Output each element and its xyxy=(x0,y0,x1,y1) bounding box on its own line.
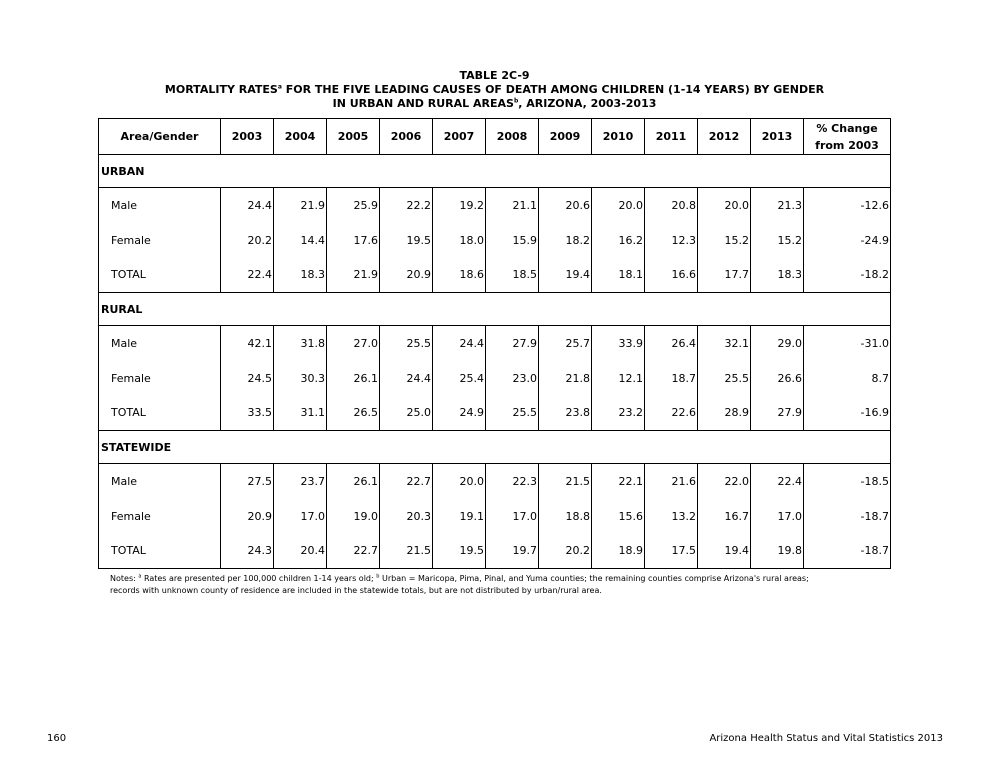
table-row xyxy=(99,223,891,258)
rate-cell: 25.0 xyxy=(380,396,433,431)
rate-cell: 18.0 xyxy=(433,223,486,258)
table-title-line-1: MORTALITY RATES$^a$ FOR THE FIVE LEADING CAUSES OF DEATH AMONG CHILDREN (1-14 YEARS) BY GENDER xyxy=(164,83,825,96)
table-row xyxy=(99,361,891,396)
rate-cell: 14.4 xyxy=(274,223,327,258)
header-year-2011: 2011 xyxy=(645,119,698,155)
rate-cell: 20.2 xyxy=(221,223,274,258)
rate-cell: 19.7 xyxy=(486,534,539,569)
notes-line-2: records with unknown county of residence are included in the statewide totals, but are not distributed by urban/rural area. xyxy=(110,586,602,595)
rate-cell: 22.3 xyxy=(486,464,539,499)
rate-cell: 28.9 xyxy=(698,396,751,431)
rate-cell: 15.9 xyxy=(486,223,539,258)
rate-cell: 24.5 xyxy=(221,361,274,396)
table-row xyxy=(99,464,891,499)
publication-title: Arizona Health Status and Vital Statistics 2013 xyxy=(709,733,943,744)
rate-cell: 13.2 xyxy=(645,499,698,534)
table-body xyxy=(99,155,891,569)
row-label: TOTAL xyxy=(99,534,221,569)
table-row xyxy=(99,188,891,223)
rate-cell: 33.9 xyxy=(592,326,645,361)
rate-cell: 26.5 xyxy=(327,396,380,431)
rate-cell: 27.5 xyxy=(221,464,274,499)
header-year-2010: 2010 xyxy=(592,119,645,155)
rate-cell: 17.0 xyxy=(751,499,804,534)
row-label: Male xyxy=(99,464,221,499)
mortality-rates-table xyxy=(98,118,891,569)
percent-change-cell: -12.6 xyxy=(804,188,891,223)
rate-cell: 25.9 xyxy=(327,188,380,223)
header-year-2008: 2008 xyxy=(486,119,539,155)
header-percent-change-line-2: from 2003 xyxy=(815,138,879,152)
rate-cell: 32.1 xyxy=(698,326,751,361)
rate-cell: 18.9 xyxy=(592,534,645,569)
rate-cell: 21.5 xyxy=(539,464,592,499)
rate-cell: 17.5 xyxy=(645,534,698,569)
rate-cell: 27.0 xyxy=(327,326,380,361)
rate-cell: 23.0 xyxy=(486,361,539,396)
table-row xyxy=(99,396,891,431)
header-year-2004: 2004 xyxy=(274,119,327,155)
header-row xyxy=(99,119,891,155)
header-area-gender: Area/Gender xyxy=(99,119,221,155)
rate-cell: 22.4 xyxy=(221,258,274,293)
header-percent-change-line-1: % Change xyxy=(816,121,878,135)
section-heading: RURAL xyxy=(99,293,891,326)
rate-cell: 22.7 xyxy=(327,534,380,569)
header-percent-change xyxy=(804,119,891,155)
row-label: Female xyxy=(99,223,221,258)
rate-cell: 26.4 xyxy=(645,326,698,361)
percent-change-cell: -24.9 xyxy=(804,223,891,258)
header-year-2005: 2005 xyxy=(327,119,380,155)
section-heading: URBAN xyxy=(99,155,891,188)
rate-cell: 20.6 xyxy=(539,188,592,223)
rate-cell: 24.4 xyxy=(433,326,486,361)
rate-cell: 21.6 xyxy=(645,464,698,499)
percent-change-cell: -18.2 xyxy=(804,258,891,293)
table-row xyxy=(99,326,891,361)
rate-cell: 22.1 xyxy=(592,464,645,499)
rate-cell: 31.8 xyxy=(274,326,327,361)
rate-cell: 24.4 xyxy=(380,361,433,396)
rate-cell: 19.4 xyxy=(698,534,751,569)
rate-cell: 22.2 xyxy=(380,188,433,223)
rate-cell: 12.1 xyxy=(592,361,645,396)
rate-cell: 20.4 xyxy=(274,534,327,569)
rate-cell: 24.4 xyxy=(221,188,274,223)
section-row xyxy=(99,293,891,326)
rate-cell: 19.4 xyxy=(539,258,592,293)
rate-cell: 33.5 xyxy=(221,396,274,431)
rate-cell: 22.6 xyxy=(645,396,698,431)
rate-cell: 31.1 xyxy=(274,396,327,431)
row-label: Female xyxy=(99,499,221,534)
header-year-2006: 2006 xyxy=(380,119,433,155)
rate-cell: 25.4 xyxy=(433,361,486,396)
rate-cell: 27.9 xyxy=(486,326,539,361)
rate-cell: 23.7 xyxy=(274,464,327,499)
rate-cell: 20.9 xyxy=(221,499,274,534)
rate-cell: 22.4 xyxy=(751,464,804,499)
rate-cell: 18.3 xyxy=(274,258,327,293)
percent-change-cell: -18.5 xyxy=(804,464,891,499)
rate-cell: 20.0 xyxy=(592,188,645,223)
row-label: TOTAL xyxy=(99,258,221,293)
page-number: 160 xyxy=(47,733,67,744)
rate-cell: 20.0 xyxy=(698,188,751,223)
rate-cell: 25.5 xyxy=(380,326,433,361)
rate-cell: 19.5 xyxy=(380,223,433,258)
rate-cell: 21.5 xyxy=(380,534,433,569)
table-row xyxy=(99,258,891,293)
rate-cell: 18.3 xyxy=(751,258,804,293)
rate-cell: 29.0 xyxy=(751,326,804,361)
header-year-2003: 2003 xyxy=(221,119,274,155)
rate-cell: 18.2 xyxy=(539,223,592,258)
rate-cell: 19.8 xyxy=(751,534,804,569)
rate-cell: 20.8 xyxy=(645,188,698,223)
rate-cell: 12.3 xyxy=(645,223,698,258)
table-notes xyxy=(110,573,910,597)
section-row xyxy=(99,155,891,188)
table-row xyxy=(99,499,891,534)
section-heading: STATEWIDE xyxy=(99,431,891,464)
rate-cell: 25.5 xyxy=(698,361,751,396)
rate-cell: 19.2 xyxy=(433,188,486,223)
rate-cell: 30.3 xyxy=(274,361,327,396)
rate-cell: 18.8 xyxy=(539,499,592,534)
rate-cell: 24.3 xyxy=(221,534,274,569)
percent-change-cell: -18.7 xyxy=(804,499,891,534)
table-header xyxy=(99,119,891,155)
notes-line-1: Notes: $^a$ Rates are presented per 100,000 children 1-14 years old; $^b$ Urban = Maricopa, Pima, Pinal, and Yuma counties; the remaining counties comprise Arizona's rural areas; xyxy=(110,573,809,583)
row-label: TOTAL xyxy=(99,396,221,431)
header-year-2012: 2012 xyxy=(698,119,751,155)
header-year-2007: 2007 xyxy=(433,119,486,155)
rate-cell: 16.7 xyxy=(698,499,751,534)
rate-cell: 25.5 xyxy=(486,396,539,431)
row-label: Male xyxy=(99,188,221,223)
rate-cell: 22.0 xyxy=(698,464,751,499)
rate-cell: 22.7 xyxy=(380,464,433,499)
rate-cell: 20.0 xyxy=(433,464,486,499)
rate-cell: 15.2 xyxy=(698,223,751,258)
rate-cell: 23.2 xyxy=(592,396,645,431)
table-number: TABLE 2C-9 xyxy=(459,69,530,82)
rate-cell: 20.3 xyxy=(380,499,433,534)
rate-cell: 26.6 xyxy=(751,361,804,396)
rate-cell: 15.6 xyxy=(592,499,645,534)
table-title-line-2: IN URBAN AND RURAL AREAS$^b$, ARIZONA, 2003-2013 xyxy=(332,97,657,110)
rate-cell: 18.1 xyxy=(592,258,645,293)
rate-cell: 15.2 xyxy=(751,223,804,258)
rate-cell: 17.0 xyxy=(274,499,327,534)
rate-cell: 17.0 xyxy=(486,499,539,534)
rate-cell: 42.1 xyxy=(221,326,274,361)
rate-cell: 17.7 xyxy=(698,258,751,293)
rate-cell: 27.9 xyxy=(751,396,804,431)
rate-cell: 21.9 xyxy=(327,258,380,293)
rate-cell: 23.8 xyxy=(539,396,592,431)
rate-cell: 26.1 xyxy=(327,464,380,499)
percent-change-cell: -31.0 xyxy=(804,326,891,361)
rate-cell: 16.6 xyxy=(645,258,698,293)
rate-cell: 25.7 xyxy=(539,326,592,361)
rate-cell: 26.1 xyxy=(327,361,380,396)
rate-cell: 21.9 xyxy=(274,188,327,223)
rate-cell: 19.0 xyxy=(327,499,380,534)
rate-cell: 21.8 xyxy=(539,361,592,396)
percent-change-cell: -18.7 xyxy=(804,534,891,569)
rate-cell: 18.6 xyxy=(433,258,486,293)
rate-cell: 21.1 xyxy=(486,188,539,223)
rate-cell: 19.1 xyxy=(433,499,486,534)
row-label: Male xyxy=(99,326,221,361)
rate-cell: 18.5 xyxy=(486,258,539,293)
rate-cell: 19.5 xyxy=(433,534,486,569)
table-row xyxy=(99,534,891,569)
rate-cell: 20.2 xyxy=(539,534,592,569)
row-label: Female xyxy=(99,361,221,396)
rate-cell: 17.6 xyxy=(327,223,380,258)
header-year-2009: 2009 xyxy=(539,119,592,155)
section-row xyxy=(99,431,891,464)
rate-cell: 16.2 xyxy=(592,223,645,258)
percent-change-cell: -16.9 xyxy=(804,396,891,431)
rate-cell: 20.9 xyxy=(380,258,433,293)
header-year-2013: 2013 xyxy=(751,119,804,155)
rate-cell: 21.3 xyxy=(751,188,804,223)
percent-change-cell: 8.7 xyxy=(804,361,891,396)
rate-cell: 24.9 xyxy=(433,396,486,431)
rate-cell: 18.7 xyxy=(645,361,698,396)
